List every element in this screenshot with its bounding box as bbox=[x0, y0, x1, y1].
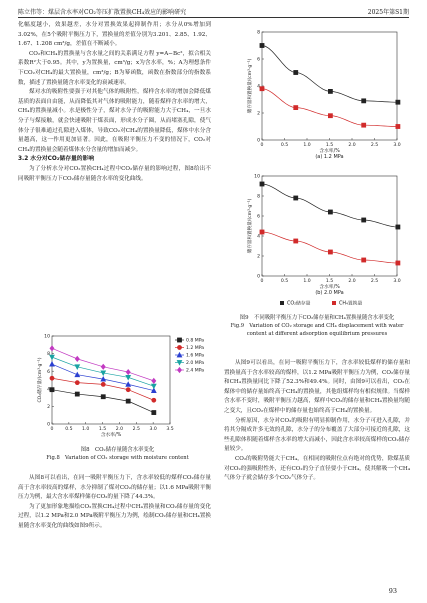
data-point bbox=[101, 364, 105, 369]
data-point bbox=[294, 196, 298, 200]
legend-label: 2.4 MPa bbox=[186, 368, 205, 374]
x-axis-label: 含水率/% bbox=[100, 433, 122, 438]
data-point bbox=[260, 182, 264, 186]
x-axis-label: 含水率/% bbox=[319, 285, 340, 290]
data-point bbox=[75, 381, 79, 385]
data-point bbox=[75, 392, 79, 396]
data-point bbox=[328, 210, 332, 214]
paragraph: 煤对水的吸附性要强于对其他气体的吸附性，煤样含水率的增加会降低煤基质的表面自由能，从而降低其对气体的吸附能力，随着煤样含水率的增大，CH₄的置换量减小。水是极性分子，煤对水分子的吸附能力大于CH₄，一旦水分子与煤接触，就会快速吸附于煤表面，形成水分子圈，从而堵塞孔隙，使气体分子很难通过孔隙进入煤体，导致CO₂对CH₄的置换量降低，煤体中水分含量越高，这一作用更加显著。因此，在吸附平衡压力不变的情况下，CO₂对CH₄的置换量会随着煤体水分含量的增加而减少。 bbox=[18, 89, 211, 153]
y-tick-label: 6 bbox=[257, 57, 260, 63]
x-tick-label: 3.0 bbox=[393, 143, 401, 148]
fig8-chart bbox=[30, 330, 205, 442]
legend-marker bbox=[280, 301, 284, 305]
series-line bbox=[52, 390, 154, 413]
x-tick-label: 0 bbox=[50, 427, 54, 432]
x-tick-label: 1.5 bbox=[325, 143, 334, 148]
data-point bbox=[328, 89, 332, 93]
x-tick-label: 2.0 bbox=[348, 143, 356, 148]
legend-label: 1.6 MPa bbox=[186, 353, 205, 359]
y-axis-label: 储存量和置换量/(cm³·g⁻¹) bbox=[248, 58, 253, 114]
data-point bbox=[177, 338, 181, 342]
paragraph: CO₂和CH₄的置换量与含水量之间的关系满足方程 y=A−Bc²，拟合相关系数R²大于0.95。其中，y为置换量，cm³/g；x为含水率，%；A为理想条件下CO₂对CH₄的最大置换量，cm³/g；B为幂函数，函数在指数部分的指数系数，描述了置换量随含水率变化的衰减速率。 bbox=[18, 50, 211, 86]
y-tick-label: 6 bbox=[257, 214, 260, 220]
fig9a-chart bbox=[232, 26, 410, 166]
data-point bbox=[152, 398, 156, 402]
y-tick-label: 8 bbox=[257, 30, 260, 36]
data-point bbox=[396, 100, 400, 104]
x-tick-label: 2.5 bbox=[370, 279, 379, 284]
data-point bbox=[50, 376, 54, 380]
x-tick-label: 2.0 bbox=[115, 427, 124, 432]
data-point bbox=[294, 106, 298, 110]
y-tick-label: 4 bbox=[257, 84, 260, 90]
y-tick-label: 4 bbox=[257, 234, 260, 240]
x-tick-label: 3.0 bbox=[149, 427, 157, 432]
y-tick-label: 2 bbox=[47, 405, 50, 410]
paragraph: 从图9可以看出，在同一吸附平衡压力下，含水率较低煤样的储存量和置换量高于含水率较高的煤样，以1.2 MPa吸附平衡压力为例，CO₂储存量和CH₄置换量同比下降了52.3%和49.4%。同时，由图9可以看出，CO₂在煤体中的储存量始终高于CH₄的置换量，其他组煤样均有相似规律。当煤样含水率不变时，吸附平衡压力越高，煤样中CO₂的储存量和CH₄置换量均随之变大，且CO₂在煤样中的储存量也始终高于CH₄的置换量。 bbox=[224, 360, 410, 414]
paragraph: CO₂的吸附势能大于CH₄，在相同的吸附位点有绝对的优势，除煤基质对CO₂的强吸附性外，还有CO₂的分子直径要小于CH₄，使其解吸一个CH₄气体分子就会储存多个CO₂气体分子。 bbox=[224, 455, 410, 482]
y-tick-label: 8 bbox=[257, 194, 260, 200]
x-tick-label: 2.5 bbox=[370, 143, 379, 148]
fig9-captions bbox=[224, 314, 410, 338]
legend-label: CH₄置换量 bbox=[339, 301, 363, 307]
legend-label: CO₂储存量 bbox=[287, 301, 311, 307]
x-tick-label: 1.0 bbox=[82, 427, 90, 432]
data-point bbox=[362, 123, 366, 127]
data-point bbox=[126, 369, 130, 374]
data-point bbox=[50, 355, 55, 360]
data-point bbox=[126, 399, 130, 403]
fit-curve bbox=[262, 89, 398, 127]
data-point bbox=[126, 375, 131, 380]
x-tick-label: 2.0 bbox=[348, 279, 356, 284]
legend-label: 0.8 MPa bbox=[186, 338, 205, 344]
legend-label: 2.0 MPa bbox=[186, 361, 205, 367]
y-axis-label: CO₂储存量/(cm³·g⁻¹) bbox=[38, 357, 43, 403]
fig9b-chart bbox=[232, 170, 410, 320]
data-point bbox=[260, 87, 264, 91]
figure-8 bbox=[30, 330, 205, 460]
paragraph: 为了更加形象地描绘CO₂置换CH₄过程中CH₄置换量和CO₂储存量的变化过程，以1.2 MPa和2.0 MPa吸附平衡压力为例，绘制CO₂储存量和CH₄置换量随含水率变化的曲线如图9所示。 bbox=[18, 503, 211, 529]
x-tick-label: 1.0 bbox=[303, 279, 311, 284]
data-point bbox=[396, 225, 400, 229]
data-point bbox=[75, 372, 80, 377]
y-axis-label: 储存量和置换量/(cm³·g⁻¹) bbox=[248, 198, 253, 254]
data-point bbox=[152, 378, 156, 383]
header-rule bbox=[18, 17, 409, 18]
y-tick-label: 4 bbox=[47, 387, 50, 393]
fit-curve bbox=[262, 232, 398, 263]
fig9-caption-en: Fig.9 Variation of CO₂ storage and CH₄ displacement with water content at different adsorption equilibrium pressures bbox=[230, 323, 404, 337]
x-tick-label: 0 bbox=[260, 279, 264, 284]
paragraph: 分析原因，水分对CO₂的吸附有明显抑制作用，水分子可进入孔隙，并将其分隔成许多无效的孔隙，水分子的分布覆盖了大部分可接近的孔隙，这些孔隙体积随着煤样含水率的增大而减小，因此含水率较高煤样的CO₂储存量较少。 bbox=[224, 417, 410, 453]
x-tick-label: 3.0 bbox=[393, 279, 401, 284]
paragraph: 从图8可以看出，在同一吸附平衡压力下，含水率较低的煤样CO₂储存量高于含水率较高的煤样，水分抑制了煤对CO₂的储存量；以1.6 MPa吸附平衡压力为例，最大含水率煤样储存CO₂的量下降了44.3%。 bbox=[18, 475, 211, 501]
figure-9 bbox=[232, 26, 410, 336]
data-point bbox=[328, 114, 332, 118]
left-column bbox=[18, 21, 211, 184]
y-tick-label: 10 bbox=[44, 334, 50, 340]
y-tick-label: 10 bbox=[254, 174, 260, 180]
fig9-caption-cn: 图9 不同吸附平衡压力下CO₂储存量和CH₄置换量随含水率变化 bbox=[239, 315, 395, 321]
subfigure-label: (a) 1.2 MPa bbox=[315, 154, 344, 160]
data-point bbox=[260, 230, 264, 234]
plot-frame bbox=[262, 32, 397, 140]
data-point bbox=[362, 218, 366, 222]
y-tick-label: 6 bbox=[47, 369, 50, 375]
y-tick-label: 0 bbox=[257, 138, 260, 144]
running-header-left: 陈立伟等：煤层含水率对CO₂等压扩散置换CH₄效应的影响研究 bbox=[18, 9, 187, 16]
data-point bbox=[294, 70, 298, 74]
left-column-lower bbox=[18, 474, 211, 532]
data-point bbox=[126, 388, 130, 392]
fit-curve bbox=[262, 184, 398, 227]
data-point bbox=[177, 367, 181, 372]
legend-label: 1.2 MPa bbox=[186, 346, 205, 352]
data-point bbox=[75, 356, 79, 361]
paragraph: 为了分析水分对CO₂置换CH₄过程中CO₂储存量的影响过程，图8给出不同吸附平衡压力下CO₂储存量随含水率的变化曲线。 bbox=[18, 165, 211, 182]
data-point bbox=[294, 239, 298, 243]
paragraph: 化幅度越小，效果越差，水分对置换效果起抑制作用；水分从0%增加到3.02%，在5个吸附平衡压力下，置换量的差值分别为3.201、2.85、1.92、1.67、1.208 cm³/g，差值在不断减小。 bbox=[18, 22, 211, 48]
data-point bbox=[177, 345, 181, 349]
x-tick-label: 1.5 bbox=[325, 279, 334, 284]
x-axis-label: 含水率/% bbox=[319, 149, 340, 154]
x-tick-label: 2.5 bbox=[132, 427, 140, 432]
data-point bbox=[396, 261, 400, 265]
section-heading: 3.2 水分对CO₂储存量的影响 bbox=[18, 156, 95, 163]
data-point bbox=[50, 362, 55, 367]
x-tick-label: 1.5 bbox=[98, 427, 107, 432]
data-point bbox=[101, 382, 105, 386]
data-point bbox=[152, 410, 156, 414]
fig8-caption-cn: 图8 CO₂储存量随含水率变化 bbox=[80, 447, 155, 453]
data-point bbox=[50, 346, 54, 351]
data-point bbox=[362, 258, 366, 262]
y-tick-label: 0 bbox=[47, 422, 50, 428]
data-point bbox=[151, 384, 156, 389]
page-number: 93 bbox=[388, 587, 397, 595]
y-tick-label: 0 bbox=[257, 274, 260, 280]
data-point bbox=[50, 388, 54, 392]
fig8-caption-en: Fig.8 Variation of CO₂ storage with moisture content bbox=[46, 455, 189, 461]
right-column bbox=[224, 359, 410, 484]
x-tick-label: 0.5 bbox=[280, 143, 289, 148]
x-tick-label: 3.5 bbox=[166, 427, 174, 432]
x-tick-label: 0.5 bbox=[280, 279, 289, 284]
y-tick-label: 2 bbox=[257, 111, 260, 117]
y-tick-label: 2 bbox=[257, 254, 260, 260]
y-tick-label: 8 bbox=[47, 352, 50, 358]
legend-marker bbox=[332, 301, 336, 305]
x-tick-label: 1.0 bbox=[303, 143, 311, 148]
x-tick-label: 0.5 bbox=[65, 427, 73, 432]
data-point bbox=[362, 99, 366, 103]
subfigure-label: (b) 2.0 MPa bbox=[315, 290, 344, 296]
x-tick-label: 0 bbox=[260, 143, 264, 148]
data-point bbox=[328, 250, 332, 254]
running-header-right: 2025年第S1期 bbox=[367, 9, 409, 16]
data-point bbox=[260, 43, 264, 47]
data-point bbox=[396, 124, 400, 128]
data-point bbox=[101, 395, 105, 399]
